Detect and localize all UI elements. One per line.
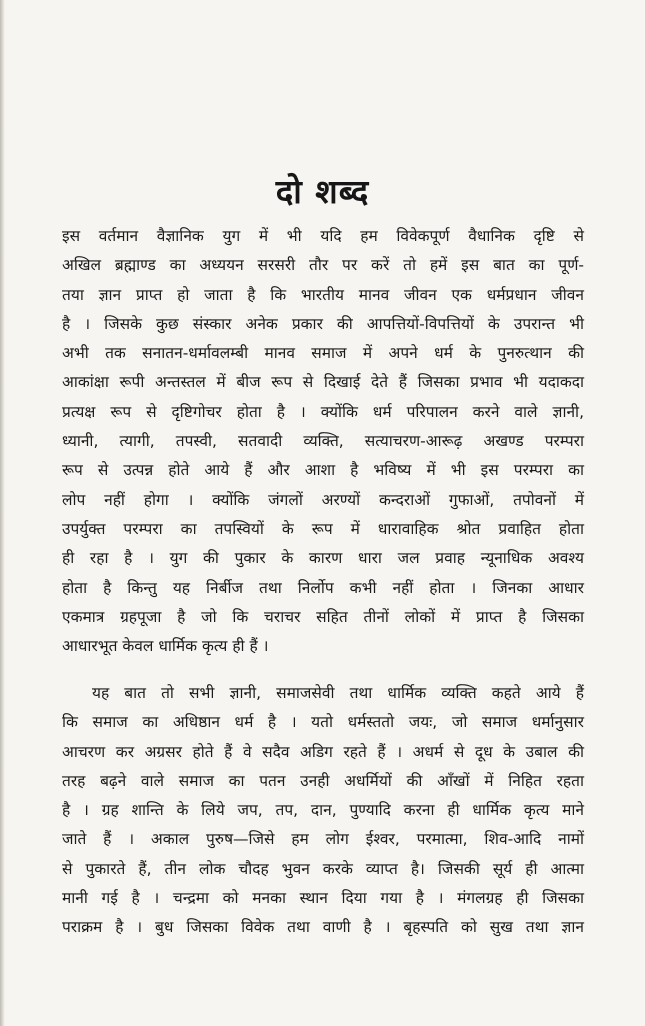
text-line: लोप नहीं होगा । क्योंकि जंगलों अरण्यों कन्दराओं गुफाओं, तपोवनों में bbox=[62, 490, 584, 509]
text-line: है । जिसके कुछ संस्कार अनेक प्रकार की आपत्तियों-विपत्तियों के उपरान्त भी bbox=[62, 314, 584, 333]
text-line: तरह बढ़ने वाले समाज का पतन उनही अधर्मियों की आँखों में निहित रहता bbox=[62, 771, 584, 790]
text-line: यह बात तो सभी ज्ञानी, समाजसेवी तथा धार्मिक व्यक्ति कहते आये हैं bbox=[92, 684, 584, 702]
paragraph-2 bbox=[62, 679, 584, 943]
paragraph-1 bbox=[62, 222, 584, 661]
page-binding-edge bbox=[0, 0, 5, 1026]
text-line: ही रहा है । युग की पुकार के कारण धारा जल प्रवाह न्यूनाधिक अवश्य bbox=[62, 549, 584, 568]
text-line: अभी तक सनातन-धर्मावलम्बी मानव समाज में अपने धर्म के पुनरुत्थान की bbox=[62, 344, 584, 363]
text-line: आकांक्षा रूपी अन्तस्तल में बीज रूप से दिखाई देते हैं जिसका प्रभाव भी यदाकदा bbox=[62, 373, 584, 392]
text-line: रूप से उत्पन्न होते आये हैं और आशा है भविष्य में भी इस परम्परा का bbox=[62, 461, 584, 480]
text-line: पराक्रम है । बुध जिसका विवेक तथा वाणी है । बृहस्पति को सुख तथा ज्ञान bbox=[62, 918, 584, 937]
text-line: है । ग्रह शान्ति के लिये जप, तप, दान, पुण्यादि करना ही धार्मिक कृत्य माने bbox=[62, 801, 584, 820]
text-line: प्रत्यक्ष रूप से दृष्टिगोचर होता है । क्योंकि धर्म परिपालन करने वाले ज्ञानी, bbox=[62, 402, 584, 421]
text-line: इस वर्तमान वैज्ञानिक युग में भी यदि हम विवेकपूर्ण वैधानिक दृष्टि से bbox=[62, 227, 584, 245]
text-line: उपर्युक्त परम्परा का तपस्वियों के रूप में धारावाहिक श्रोत प्रवाहित होता bbox=[62, 519, 584, 538]
text-line: अखिल ब्रह्माण्ड का अध्ययन सरसरी तौर पर करें तो हमें इस बात का पूर्ण- bbox=[62, 256, 584, 275]
text-line: कि समाज का अधिष्ठान धर्म है । यतो धर्मस्ततो जयः, जो समाज धर्मानुसार bbox=[62, 713, 584, 732]
text-line: आचरण कर अग्रसर होते हैं वे सदैव अडिग रहते हैं । अधर्म से दूध के उबाल की bbox=[62, 742, 584, 761]
text-line: आधारभूत केवल धार्मिक कृत्य ही हैं । bbox=[62, 637, 269, 656]
text-line: एकमात्र ग्रहपूजा है जो कि चराचर सहित तीनों लोकों में प्राप्त है जिसका bbox=[62, 607, 584, 626]
text-line: तया ज्ञान प्राप्त हो जाता है कि भारतीय मानव जीवन एक धर्मप्रधान जीवन bbox=[62, 285, 584, 304]
text-line: ध्यानी, त्यागी, तपस्वी, सतवादी व्यक्ति, सत्याचरण-आरूढ़ अखण्ड परम्परा bbox=[62, 432, 584, 451]
text-line: से पुकारते हैं, तीन लोक चौदह भुवन करके व्याप्त है। जिसकी सूर्य ही आत्मा bbox=[62, 859, 584, 878]
text-line: जाते हैं । अकाल पुरुष—जिसे हम लोग ईश्वर, परमात्मा, शिव-आदि नामों bbox=[62, 830, 584, 849]
text-line: मानी गई है । चन्द्रमा को मनका स्थान दिया गया है । मंगलग्रह ही जिसका bbox=[62, 889, 584, 908]
text-line: होता है किन्तु यह निर्बीज तथा निर्लोप कभी नहीं होता । जिनका आधार bbox=[62, 578, 584, 597]
page-heading: दो शब्द bbox=[275, 172, 370, 211]
